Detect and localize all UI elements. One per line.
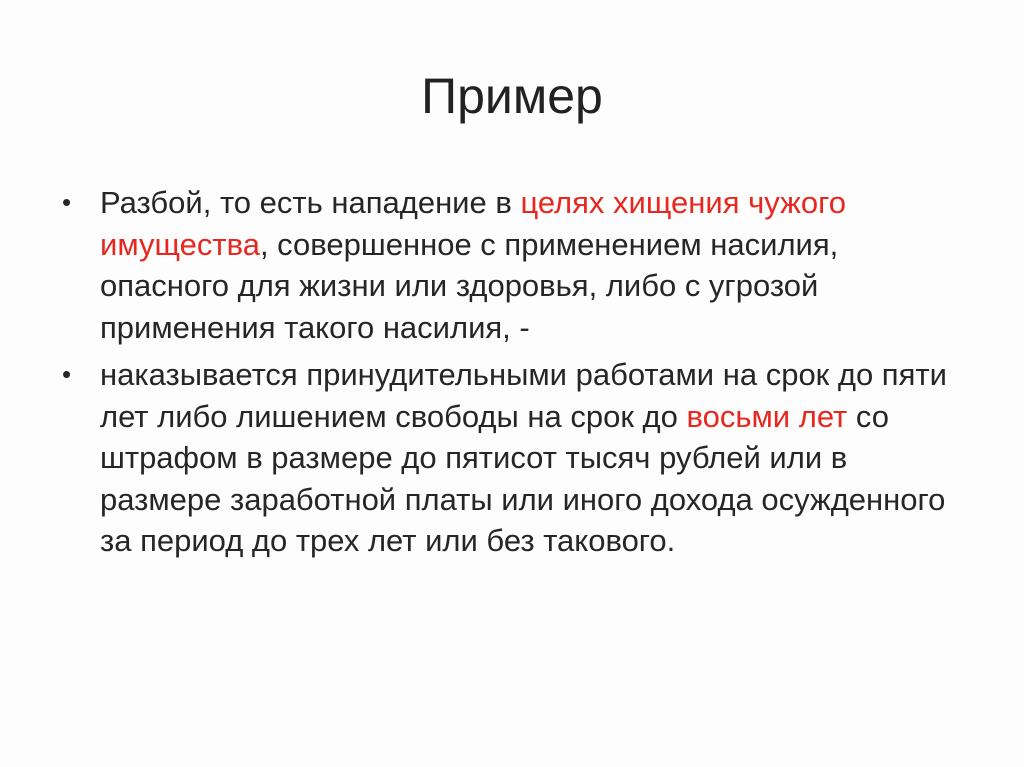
highlighted-text: восьми лет (686, 398, 848, 434)
bullet-text-1 (100, 185, 846, 345)
bullet-item-1 (62, 182, 962, 348)
bullet-text-2 (100, 357, 947, 558)
bullet-icon: • (62, 359, 72, 389)
text-segment: Разбой, то есть нападение в (100, 185, 521, 220)
bullet-icon: • (62, 187, 72, 217)
slide-body (62, 182, 962, 568)
text-segment: , совершенное с применением насилия, опасного для жизни или здоровья, либо с угрозой применения такого насилия, - (100, 226, 839, 345)
slide-title: Пример (421, 68, 603, 124)
text-segment: со штрафом в размере до пятисот тысяч рублей или в размере заработной платы или иного дохода осужденного за период до трех лет или без такового. (100, 398, 946, 558)
bullet-item-2 (62, 354, 962, 562)
highlighted-text: целях хищения чужого имущества (100, 185, 846, 262)
text-segment: наказывается принудительными работами на срок до пяти лет либо лишением свободы на срок до (100, 357, 947, 434)
